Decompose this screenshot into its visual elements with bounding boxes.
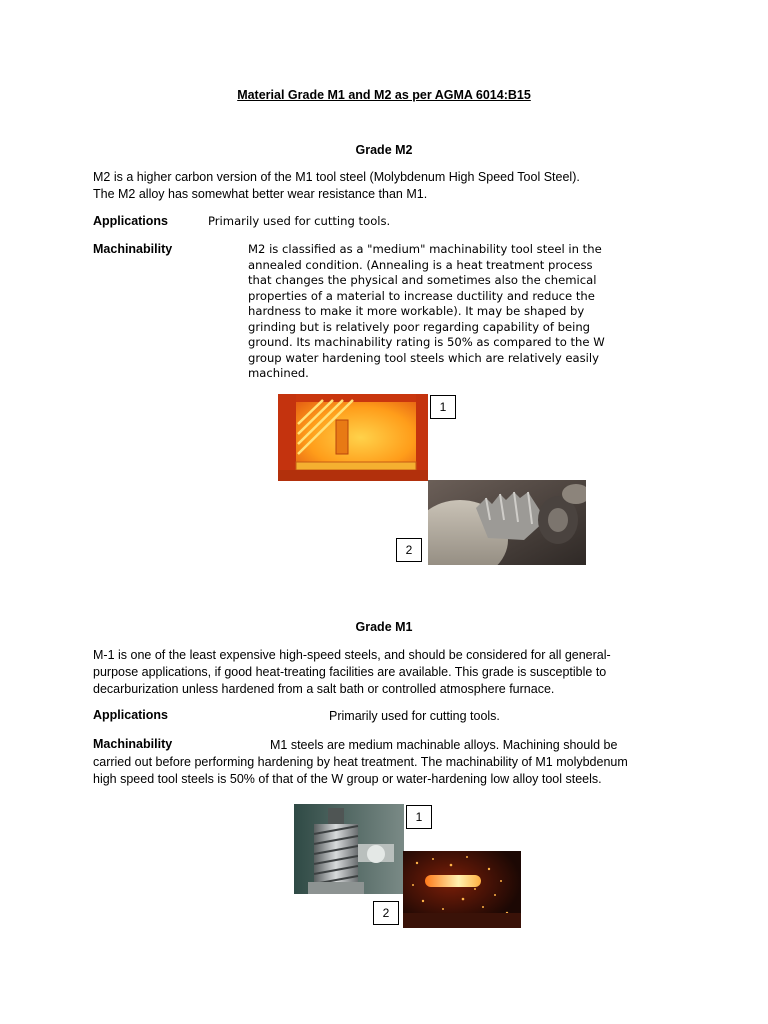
grade-m2-machinability-label: Machinability	[93, 242, 173, 256]
machinability-line: high speed tool steels is 50% of that of the W group or water-hardening low alloy tool steels.	[93, 772, 602, 786]
hot-forging-photo	[403, 851, 521, 928]
grade-m1-machinability-first-line: M1 steels are medium machinable alloys. Machining should be	[270, 738, 618, 752]
gear-grinding-photo	[428, 480, 586, 565]
machinability-line: hardness to make it more workable). It may be shaped by	[248, 304, 585, 318]
figure-label-1: 1	[406, 805, 432, 829]
machinability-line: grinding but is relatively poor regarding capability of being	[248, 319, 591, 334]
grade-m2-machinability-text	[248, 242, 628, 382]
machinability-line: that changes the physical and sometimes also the chemical	[248, 273, 597, 287]
grade-m2-intro	[93, 169, 693, 203]
grade-m2-heading: Grade M2	[355, 143, 413, 157]
grade-m1-intro	[93, 647, 693, 698]
figure-label-2: 2	[373, 901, 399, 925]
grade-m1-intro-line: decarburization unless hardened from a salt bath or controlled atmosphere furnace.	[93, 682, 555, 696]
grade-m1-machinability-label: Machinability	[93, 737, 173, 751]
machinability-line: ground. Its machinability rating is 50% as compared to the W	[248, 335, 605, 349]
machinability-line: M2 is classified as a "medium" machinability tool steel in the	[248, 242, 602, 256]
grade-m1-heading: Grade M1	[355, 620, 413, 634]
grade-m2-applications-value: Primarily used for cutting tools.	[208, 214, 391, 228]
grade-m2-applications-label: Applications	[93, 214, 169, 228]
grade-m1-intro-line: purpose applications, if good heat-treating facilities are available. This grade is susceptible to	[93, 665, 607, 679]
machinability-line: properties of a material to increase ductility and reduce the	[248, 288, 595, 303]
gear-machining-photo	[294, 804, 404, 894]
grade-m1-applications-label: Applications	[93, 708, 169, 722]
machinability-line: machined.	[248, 366, 309, 380]
machinability-line: carried out before performing hardening by heat treatment. The machinability of M1 molybdenum	[93, 755, 628, 769]
figure-label-1: 1	[430, 395, 456, 419]
grade-m2-intro-line: The M2 alloy has somewhat better wear resistance than M1.	[93, 187, 428, 201]
grade-m1-intro-line: M-1 is one of the least expensive high-speed steels, and should be considered for all general-	[93, 648, 611, 662]
machinability-line: group water hardening tool steels which are relatively easily	[248, 350, 599, 365]
grade-m1-applications-value: Primarily used for cutting tools.	[329, 709, 500, 723]
annealing-furnace-photo	[278, 394, 428, 481]
document-title: Material Grade M1 and M2 as per AGMA 6014:B15	[237, 88, 531, 102]
figure-label-2: 2	[396, 538, 422, 562]
grade-m2-intro-line: M2 is a higher carbon version of the M1 tool steel (Molybdenum High Speed Tool Steel).	[93, 170, 580, 184]
grade-m1-machinability-text	[93, 754, 693, 788]
machinability-line: annealed condition. (Annealing is a heat treatment process	[248, 257, 593, 272]
